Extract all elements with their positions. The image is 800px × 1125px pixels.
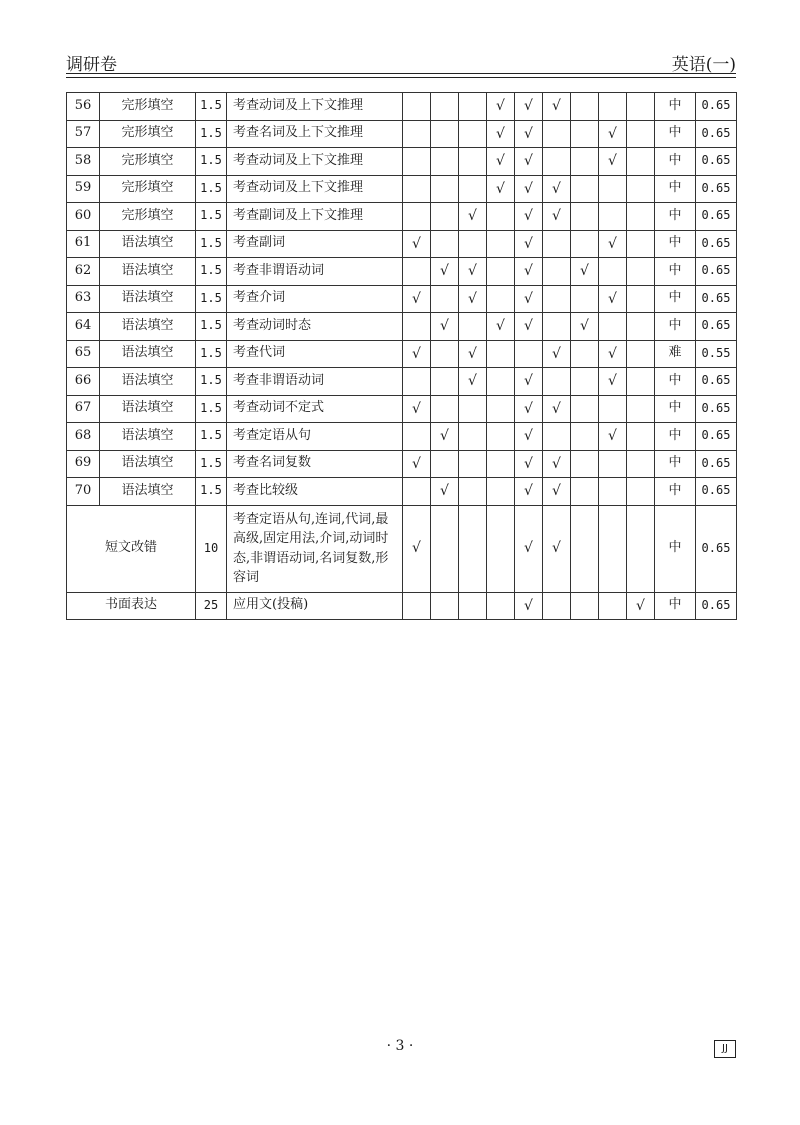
check-cell: √ [487, 120, 515, 148]
difficulty-cell: 中 [655, 592, 696, 620]
question-type: 语法填空 [100, 368, 196, 396]
check-cell [459, 230, 487, 258]
check-cell [599, 175, 627, 203]
difficulty-cell: 中 [655, 450, 696, 478]
difficulty-cell: 中 [655, 120, 696, 148]
check-cell [571, 592, 599, 620]
check-cell [487, 423, 515, 451]
check-cell [403, 368, 431, 396]
check-cell [571, 450, 599, 478]
difficulty-cell: 中 [655, 148, 696, 176]
question-topic: 考查代词 [227, 340, 403, 368]
check-cell: √ [599, 148, 627, 176]
question-type: 语法填空 [100, 478, 196, 506]
question-topic: 考查定语从句 [227, 423, 403, 451]
check-cell [431, 230, 459, 258]
check-cell [627, 368, 655, 396]
question-type: 语法填空 [100, 258, 196, 286]
check-cell [431, 592, 459, 620]
check-cell [403, 258, 431, 286]
check-cell [459, 175, 487, 203]
coefficient-cell: 0.55 [696, 340, 737, 368]
check-cell: √ [599, 423, 627, 451]
check-cell [487, 478, 515, 506]
question-type: 完形填空 [100, 175, 196, 203]
check-cell [431, 175, 459, 203]
coefficient-cell: 0.65 [696, 505, 737, 592]
coefficient-cell: 0.65 [696, 203, 737, 231]
question-score: 1.5 [196, 203, 227, 231]
check-cell: √ [543, 478, 571, 506]
difficulty-cell: 中 [655, 285, 696, 313]
check-cell [627, 505, 655, 592]
check-cell [543, 120, 571, 148]
check-cell: √ [487, 175, 515, 203]
check-cell: √ [543, 395, 571, 423]
question-score: 1.5 [196, 368, 227, 396]
check-cell [571, 423, 599, 451]
question-topic: 考查动词及上下文推理 [227, 175, 403, 203]
question-score: 1.5 [196, 423, 227, 451]
difficulty-cell: 中 [655, 313, 696, 341]
check-cell: √ [459, 258, 487, 286]
question-score: 1.5 [196, 395, 227, 423]
check-cell [571, 285, 599, 313]
check-cell: √ [431, 258, 459, 286]
coefficient-cell: 0.65 [696, 148, 737, 176]
table-row [67, 120, 737, 148]
check-cell [571, 93, 599, 121]
question-number: 63 [67, 285, 100, 313]
question-score: 10 [196, 505, 227, 592]
question-score: 1.5 [196, 230, 227, 258]
check-cell [543, 423, 571, 451]
question-topic: 考查比较级 [227, 478, 403, 506]
question-topic: 应用文(投稿) [227, 592, 403, 620]
check-cell [487, 230, 515, 258]
difficulty-cell: 中 [655, 258, 696, 286]
question-score: 1.5 [196, 258, 227, 286]
check-cell [431, 340, 459, 368]
check-cell [459, 148, 487, 176]
check-cell [627, 230, 655, 258]
check-cell: √ [599, 285, 627, 313]
question-topic: 考查动词及上下文推理 [227, 93, 403, 121]
question-number: 57 [67, 120, 100, 148]
question-type: 完形填空 [100, 148, 196, 176]
check-cell [459, 505, 487, 592]
question-number: 67 [67, 395, 100, 423]
check-cell [571, 203, 599, 231]
check-cell [403, 175, 431, 203]
check-cell: √ [459, 368, 487, 396]
check-cell: √ [515, 285, 543, 313]
check-cell: √ [431, 423, 459, 451]
question-number: 69 [67, 450, 100, 478]
check-cell: √ [599, 230, 627, 258]
table-row [67, 93, 737, 121]
table-row [67, 395, 737, 423]
check-cell: √ [431, 478, 459, 506]
check-cell: √ [403, 340, 431, 368]
check-cell [571, 395, 599, 423]
check-cell: √ [515, 148, 543, 176]
coefficient-cell: 0.65 [696, 478, 737, 506]
check-cell [403, 120, 431, 148]
question-score: 1.5 [196, 340, 227, 368]
question-topic: 考查动词不定式 [227, 395, 403, 423]
check-cell [431, 93, 459, 121]
check-cell [459, 592, 487, 620]
check-cell [459, 395, 487, 423]
check-cell [459, 478, 487, 506]
check-cell [599, 478, 627, 506]
check-cell [515, 340, 543, 368]
question-number: 65 [67, 340, 100, 368]
check-cell [431, 148, 459, 176]
table-row [67, 368, 737, 396]
check-cell [431, 505, 459, 592]
question-score: 1.5 [196, 175, 227, 203]
check-cell: √ [515, 505, 543, 592]
header-rule-thick [66, 73, 736, 74]
question-type: 书面表达 [67, 592, 196, 620]
question-type: 语法填空 [100, 285, 196, 313]
coefficient-cell: 0.65 [696, 423, 737, 451]
check-cell [571, 120, 599, 148]
table-row [67, 203, 737, 231]
check-cell [487, 368, 515, 396]
check-cell: √ [515, 423, 543, 451]
check-cell: √ [571, 313, 599, 341]
check-cell: √ [571, 258, 599, 286]
difficulty-cell: 中 [655, 423, 696, 451]
question-score: 1.5 [196, 148, 227, 176]
coefficient-cell: 0.65 [696, 230, 737, 258]
page-header [66, 50, 736, 75]
question-type: 完形填空 [100, 120, 196, 148]
difficulty-cell: 中 [655, 478, 696, 506]
table-body [67, 93, 737, 620]
check-cell [459, 120, 487, 148]
question-score: 1.5 [196, 93, 227, 121]
coefficient-cell: 0.65 [696, 395, 737, 423]
check-cell: √ [487, 93, 515, 121]
question-number: 68 [67, 423, 100, 451]
check-cell [627, 203, 655, 231]
check-cell [627, 450, 655, 478]
check-cell: √ [515, 93, 543, 121]
check-cell [403, 592, 431, 620]
table-row [67, 230, 737, 258]
question-topic: 考查名词及上下文推理 [227, 120, 403, 148]
check-cell [599, 203, 627, 231]
difficulty-cell: 难 [655, 340, 696, 368]
difficulty-cell: 中 [655, 368, 696, 396]
question-number: 70 [67, 478, 100, 506]
check-cell: √ [543, 505, 571, 592]
question-type: 语法填空 [100, 450, 196, 478]
table-row [67, 340, 737, 368]
coefficient-cell: 0.65 [696, 368, 737, 396]
corner-badge: JJ [714, 1040, 736, 1058]
check-cell [543, 285, 571, 313]
check-cell: √ [459, 203, 487, 231]
check-cell [403, 148, 431, 176]
check-cell: √ [599, 120, 627, 148]
check-cell: √ [403, 505, 431, 592]
check-cell: √ [515, 120, 543, 148]
check-cell [487, 505, 515, 592]
question-topic: 考查定语从句,连词,代词,最高级,固定用法,介词,动词时态,非谓语动词,名词复数,形容词 [227, 505, 403, 592]
check-cell: √ [515, 450, 543, 478]
check-cell [599, 313, 627, 341]
check-cell [571, 148, 599, 176]
question-topic: 考查名词复数 [227, 450, 403, 478]
check-cell: √ [515, 478, 543, 506]
question-topic: 考查副词 [227, 230, 403, 258]
check-cell: √ [627, 592, 655, 620]
check-cell [627, 258, 655, 286]
check-cell: √ [599, 340, 627, 368]
check-cell: √ [515, 395, 543, 423]
check-cell [403, 313, 431, 341]
question-type: 短文改错 [67, 505, 196, 592]
check-cell [487, 340, 515, 368]
check-cell: √ [515, 368, 543, 396]
check-cell: √ [431, 313, 459, 341]
check-cell [627, 423, 655, 451]
table-row [67, 285, 737, 313]
check-cell: √ [403, 285, 431, 313]
check-cell [543, 258, 571, 286]
check-cell [487, 592, 515, 620]
check-cell [627, 285, 655, 313]
question-type: 语法填空 [100, 313, 196, 341]
check-cell [627, 175, 655, 203]
check-cell: √ [459, 285, 487, 313]
question-type: 语法填空 [100, 340, 196, 368]
question-topic: 考查动词及上下文推理 [227, 148, 403, 176]
check-cell: √ [515, 258, 543, 286]
check-cell [571, 175, 599, 203]
table-row [67, 450, 737, 478]
difficulty-cell: 中 [655, 505, 696, 592]
question-type: 语法填空 [100, 395, 196, 423]
question-type: 语法填空 [100, 230, 196, 258]
check-cell [599, 592, 627, 620]
difficulty-cell: 中 [655, 395, 696, 423]
question-topic: 考查非谓语动词 [227, 258, 403, 286]
check-cell [543, 368, 571, 396]
check-cell [627, 340, 655, 368]
check-cell [459, 93, 487, 121]
difficulty-cell: 中 [655, 203, 696, 231]
question-topic: 考查动词时态 [227, 313, 403, 341]
check-cell [403, 423, 431, 451]
check-cell: √ [515, 175, 543, 203]
check-cell: √ [543, 450, 571, 478]
check-cell [627, 395, 655, 423]
check-cell [431, 203, 459, 231]
page-number: · 3 · [386, 1038, 414, 1054]
check-cell [543, 230, 571, 258]
coefficient-cell: 0.65 [696, 450, 737, 478]
question-number: 62 [67, 258, 100, 286]
check-cell: √ [543, 340, 571, 368]
check-cell [627, 478, 655, 506]
check-cell: √ [515, 313, 543, 341]
question-score: 1.5 [196, 285, 227, 313]
check-cell [571, 505, 599, 592]
question-analysis-table [66, 92, 737, 620]
check-cell: √ [543, 93, 571, 121]
question-score: 1.5 [196, 478, 227, 506]
question-score: 1.5 [196, 120, 227, 148]
coefficient-cell: 0.65 [696, 313, 737, 341]
check-cell [543, 148, 571, 176]
question-number: 66 [67, 368, 100, 396]
check-cell [543, 592, 571, 620]
difficulty-cell: 中 [655, 93, 696, 121]
question-topic: 考查介词 [227, 285, 403, 313]
table-row [67, 313, 737, 341]
check-cell [403, 478, 431, 506]
question-number: 59 [67, 175, 100, 203]
check-cell [599, 450, 627, 478]
question-type: 完形填空 [100, 203, 196, 231]
check-cell [459, 450, 487, 478]
table-row [67, 148, 737, 176]
check-cell: √ [515, 592, 543, 620]
table-row [67, 505, 737, 592]
header-rule-thin [66, 77, 736, 78]
check-cell: √ [403, 450, 431, 478]
question-number: 58 [67, 148, 100, 176]
check-cell [571, 478, 599, 506]
question-number: 60 [67, 203, 100, 231]
check-cell: √ [487, 148, 515, 176]
question-score: 1.5 [196, 313, 227, 341]
check-cell [403, 203, 431, 231]
check-cell: √ [543, 203, 571, 231]
check-cell [459, 423, 487, 451]
question-number: 61 [67, 230, 100, 258]
check-cell [487, 395, 515, 423]
question-topic: 考查非谓语动词 [227, 368, 403, 396]
header-title: 调研卷 [66, 55, 117, 75]
check-cell [487, 258, 515, 286]
coefficient-cell: 0.65 [696, 175, 737, 203]
check-cell: √ [599, 368, 627, 396]
check-cell [571, 340, 599, 368]
table-row [67, 258, 737, 286]
coefficient-cell: 0.65 [696, 592, 737, 620]
coefficient-cell: 0.65 [696, 93, 737, 121]
check-cell [431, 450, 459, 478]
check-cell: √ [459, 340, 487, 368]
check-cell: √ [403, 395, 431, 423]
difficulty-cell: 中 [655, 230, 696, 258]
coefficient-cell: 0.65 [696, 120, 737, 148]
difficulty-cell: 中 [655, 175, 696, 203]
check-cell [431, 285, 459, 313]
table-row [67, 592, 737, 620]
check-cell [627, 93, 655, 121]
check-cell [627, 148, 655, 176]
question-score: 1.5 [196, 450, 227, 478]
check-cell: √ [515, 203, 543, 231]
coefficient-cell: 0.65 [696, 285, 737, 313]
coefficient-cell: 0.65 [696, 258, 737, 286]
check-cell: √ [515, 230, 543, 258]
check-cell [627, 120, 655, 148]
check-cell [431, 120, 459, 148]
check-cell [627, 313, 655, 341]
check-cell [487, 203, 515, 231]
question-type: 完形填空 [100, 93, 196, 121]
check-cell: √ [543, 175, 571, 203]
table-row [67, 423, 737, 451]
check-cell [431, 368, 459, 396]
table-row [67, 478, 737, 506]
check-cell [543, 313, 571, 341]
question-topic: 考查副词及上下文推理 [227, 203, 403, 231]
check-cell [403, 93, 431, 121]
check-cell [599, 258, 627, 286]
check-cell [599, 395, 627, 423]
check-cell: √ [487, 313, 515, 341]
check-cell: √ [403, 230, 431, 258]
table-row [67, 175, 737, 203]
check-cell [599, 93, 627, 121]
check-cell [571, 230, 599, 258]
question-number: 56 [67, 93, 100, 121]
question-score: 25 [196, 592, 227, 620]
question-number: 64 [67, 313, 100, 341]
check-cell [599, 505, 627, 592]
question-type: 语法填空 [100, 423, 196, 451]
check-cell [459, 313, 487, 341]
check-cell [487, 285, 515, 313]
check-cell [571, 368, 599, 396]
check-cell [431, 395, 459, 423]
check-cell [487, 450, 515, 478]
header-subject: 英语(一) [671, 55, 736, 75]
